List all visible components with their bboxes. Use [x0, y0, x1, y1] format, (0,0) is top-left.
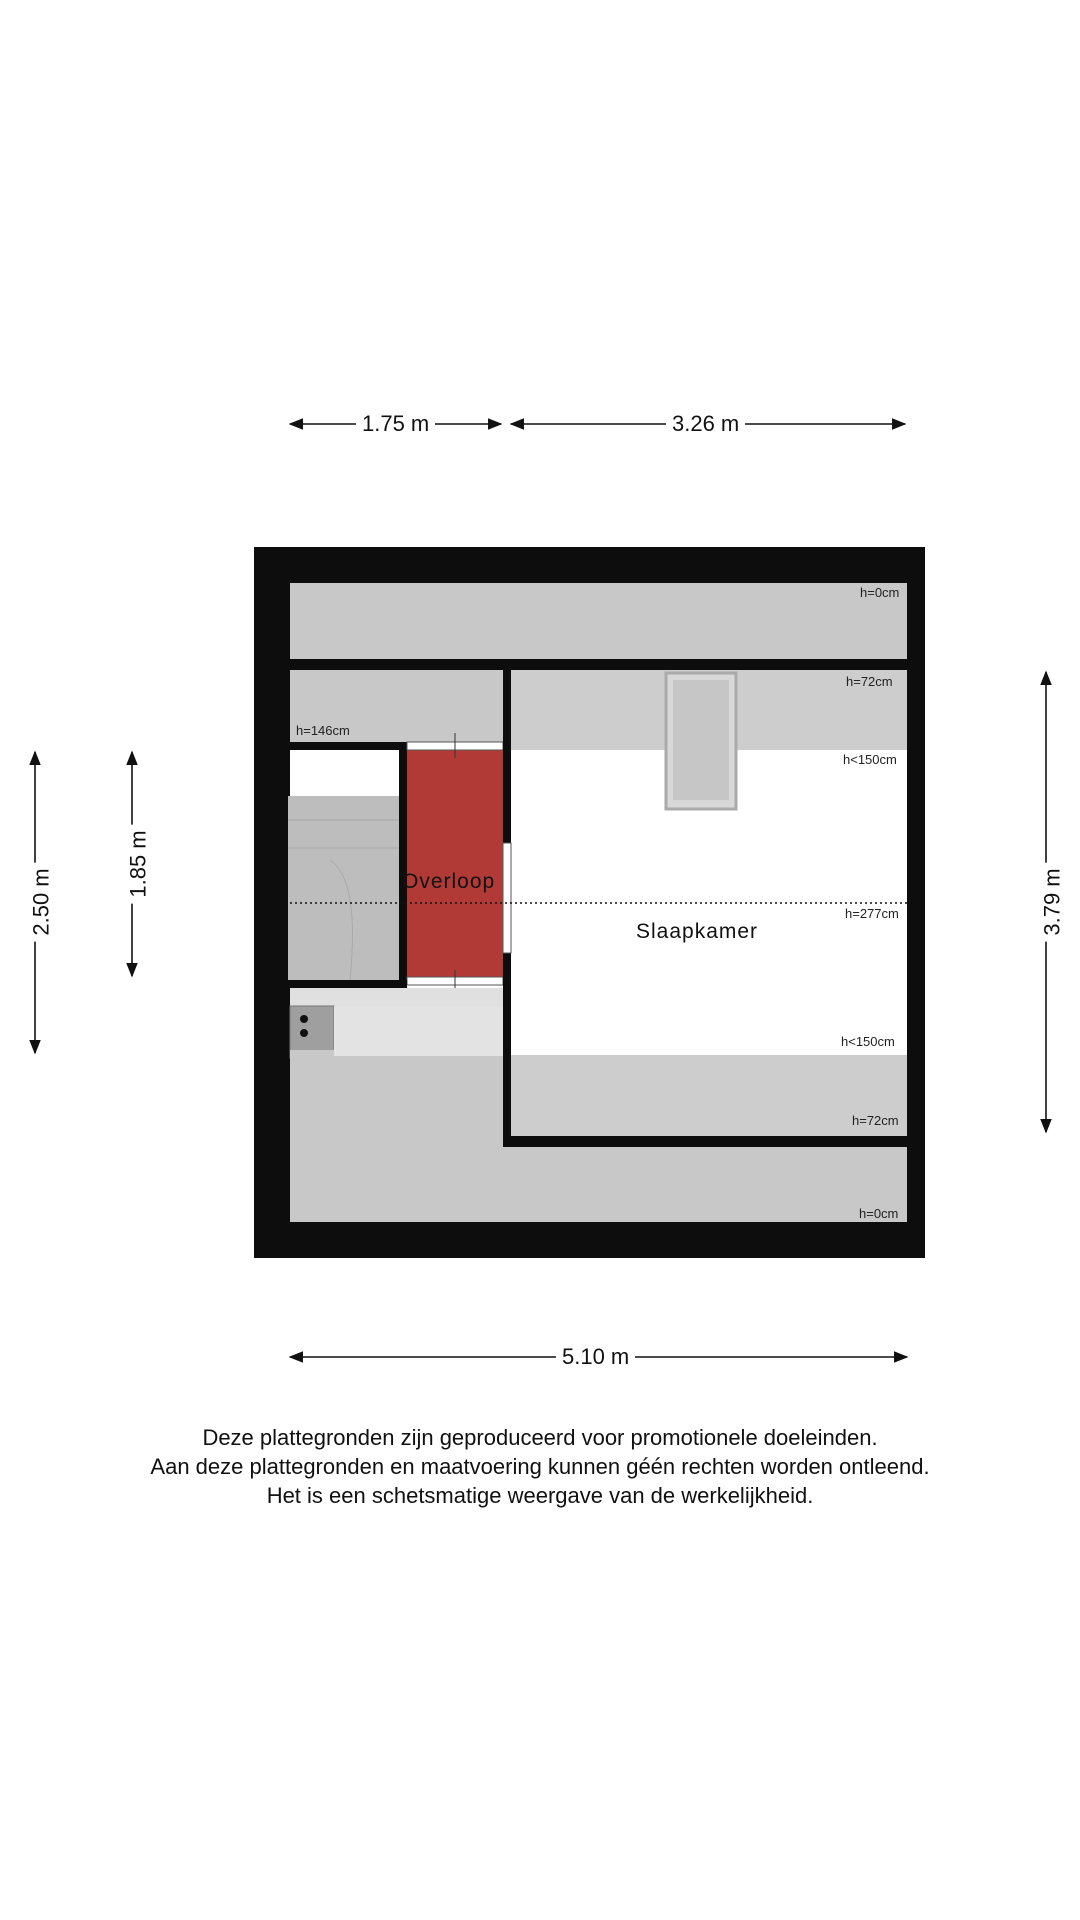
dim-left-inner-label: 1.85 m	[126, 824, 152, 903]
room-label-overloop: Overloop	[402, 870, 496, 893]
height-label-h146: h=146cm	[296, 723, 350, 738]
disclaimer	[0, 1423, 1080, 1510]
wall-stair-right	[399, 742, 407, 982]
wall-stair-top	[290, 742, 406, 750]
wall-stair-bottom	[290, 980, 407, 988]
dim-top-right-label: 3.26 m	[666, 411, 745, 437]
height-label-h72-bottom: h=72cm	[852, 1113, 899, 1128]
dim-top-left-label: 1.75 m	[356, 411, 435, 437]
dim-bottom-label: 5.10 m	[556, 1344, 635, 1370]
height-label-h150-bottom: h<150cm	[841, 1034, 895, 1049]
staircase	[288, 796, 401, 980]
disclaimer-line-2: Aan deze plattegronden en maatvoering kunnen géén rechten worden ontleend.	[150, 1454, 930, 1479]
wall-top-inner	[290, 659, 907, 670]
dim-left-outer-label: 2.50 m	[29, 862, 55, 941]
door-bedroom	[503, 843, 511, 953]
disclaimer-line-3: Het is een schetsmatige weergave van de werkelijkheid.	[266, 1483, 814, 1508]
eaves-bottom	[290, 1147, 907, 1222]
stair-opening	[290, 750, 400, 796]
appliance-knob-1	[300, 1015, 308, 1023]
height-label-top-h0: h=0cm	[860, 585, 900, 600]
height-label-h277: h=277cm	[845, 906, 899, 921]
disclaimer-line-1: Deze plattegronden zijn geproduceerd voor promotionele doeleinden.	[202, 1425, 878, 1450]
wall-bedroom-bottom	[503, 1136, 907, 1147]
height-label-h150-top: h<150cm	[843, 752, 897, 767]
skylight-pane	[673, 680, 729, 800]
zone-left-mid	[334, 1006, 503, 1056]
eaves-top	[290, 583, 907, 659]
height-label-h72-top: h=72cm	[846, 674, 893, 689]
appliance-knob-2	[300, 1029, 308, 1037]
landing	[407, 750, 503, 977]
room-label-slaapkamer: Slaapkamer	[636, 920, 759, 943]
dim-right-label: 3.79 m	[1040, 862, 1066, 941]
height-label-bottom-h0: h=0cm	[859, 1206, 899, 1221]
bedroom-sloped-bottom	[511, 1055, 907, 1136]
